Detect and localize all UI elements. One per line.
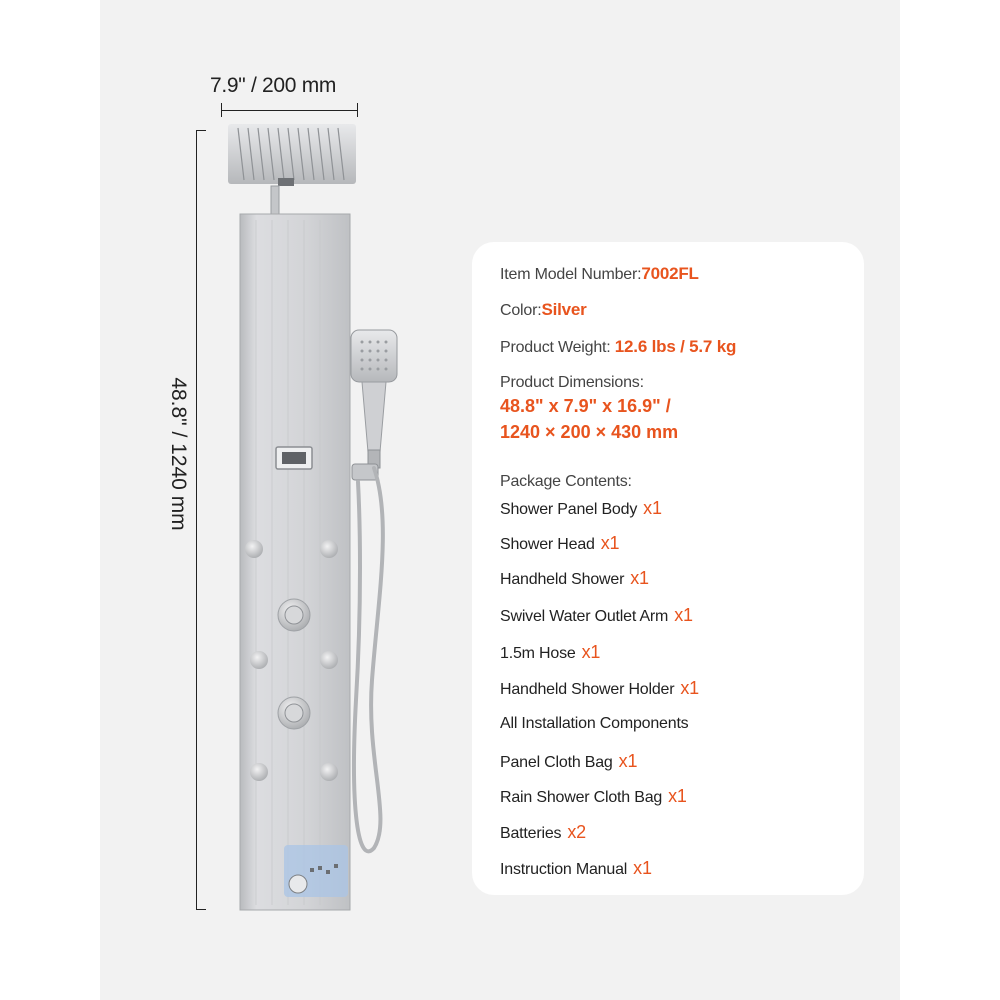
weight-row — [500, 337, 736, 357]
width-dimension-label: 7.9" / 200 mm — [210, 74, 337, 97]
content-item: Panel Cloth Bag x1 — [500, 751, 638, 771]
color-label: Color: — [500, 302, 542, 319]
weight-label: Product Weight: — [500, 339, 615, 356]
shower-hose — [354, 468, 383, 851]
content-item: Handheld Shower Holder x1 — [500, 678, 699, 698]
handheld-shower — [351, 330, 397, 468]
dimensions-inches: 48.8" x 7.9" x 16.9" / — [500, 396, 671, 416]
content-item: Instruction Manual x1 — [500, 858, 652, 878]
color-row — [500, 300, 587, 320]
shower-panel-body — [240, 214, 350, 910]
color-value: Silver — [541, 300, 587, 319]
content-item: Batteries x2 — [500, 822, 586, 842]
content-item: 1.5m Hose x1 — [500, 642, 601, 662]
content-item: Handheld Shower x1 — [500, 568, 649, 588]
content-item: Shower Head x1 — [500, 533, 620, 553]
rain-shower-head — [228, 124, 356, 186]
model-number-value: 7002FL — [641, 264, 699, 283]
package-contents-label: Package Contents: — [500, 473, 632, 490]
height-dimension-label: 48.8" / 1240 mm — [167, 377, 190, 531]
dimensions-mm: 1240 × 200 × 430 mm — [500, 422, 679, 442]
content-item: All Installation Components — [500, 715, 689, 732]
weight-value: 12.6 lbs / 5.7 kg — [614, 337, 737, 356]
content-item: Swivel Water Outlet Arm x1 — [500, 605, 693, 625]
dimensions-label: Product Dimensions: — [500, 374, 644, 391]
content-item: Rain Shower Cloth Bag x1 — [500, 786, 687, 806]
model-number-row — [500, 264, 699, 284]
content-item: Shower Panel Body x1 — [500, 498, 662, 518]
spec-card — [472, 242, 864, 895]
model-number-label: Item Model Number: — [500, 266, 642, 283]
shower-panel-illustration — [0, 0, 480, 1000]
